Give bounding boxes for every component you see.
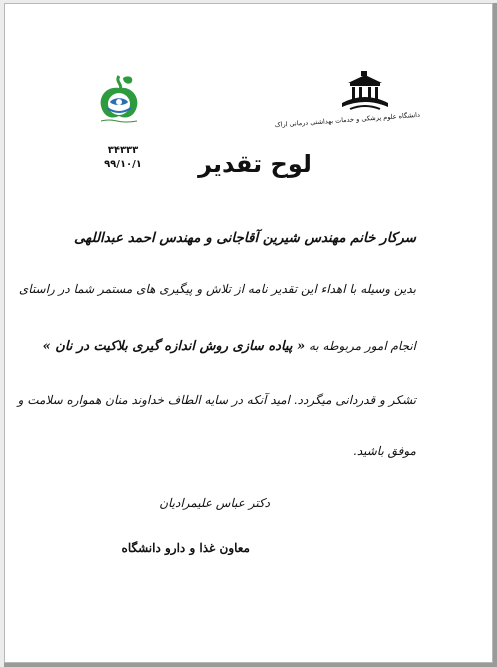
salutation-line: سرکار خانم مهندس شیرین آقاجانی و مهندس احمد عبداللهی	[74, 230, 416, 246]
scroll-edge-right	[493, 3, 497, 667]
body-line-2	[42, 339, 416, 354]
logo-caption-script-icon	[99, 118, 139, 124]
body-line-2-prefix: انجام امور مربوطه به	[308, 339, 416, 353]
university-emblem-icon	[338, 69, 392, 113]
body-line-3: تشکر و قدردانی میگردد. امید آنکه در سایه الطاف خداوند منان همواره سلامت و	[17, 393, 416, 407]
logo-caption	[86, 118, 152, 126]
signatory-title: معاون غذا و دارو دانشگاه	[121, 541, 250, 555]
signatory-name: دکتر عباس علیمرادیان	[159, 496, 270, 510]
page-title: لوح تقدیر	[198, 150, 312, 178]
project-name: « پیاده سازی روش اندازه گیری بلاکیت در نان »	[42, 339, 306, 354]
body-line-1: بدین وسیله با اهداء این تقدیر نامه از تلاش و پیگیری های مستمر شما در راستای	[18, 282, 416, 296]
reference-date: ۹۹/۱۰/۱	[104, 159, 142, 170]
reference-number: ۳۴۳۳۳	[107, 145, 139, 156]
university-name: دانشگاه علوم پزشکی و خدمات بهداشتی درمانی اراک	[274, 110, 421, 129]
certificate-page	[4, 3, 493, 663]
body-line-4: موفق باشید.	[353, 444, 416, 458]
scroll-edge-bottom	[4, 663, 497, 667]
